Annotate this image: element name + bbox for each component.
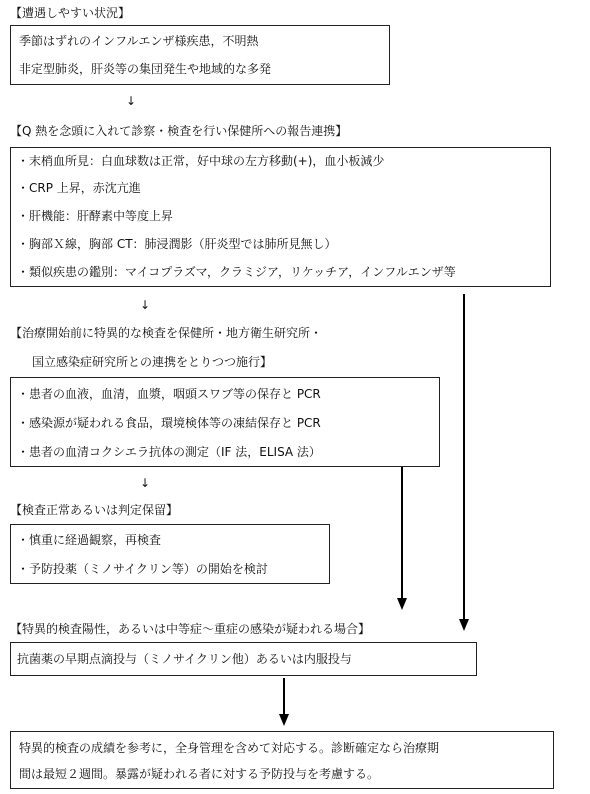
positive-result-heading: 【特異的検査陽性，あるいは中等症～重症の感染が疑われる場合】: [10, 622, 371, 636]
specific-test-line-1: ・患者の血液，血清，血漿，咽頭スワブ等の保存と PCR: [17, 387, 321, 401]
arrow-tests-to-positive: [397, 467, 407, 610]
treatment-line: 抗菌薬の早期点滴投与（ミノサイクリン他）あるいは内服投与: [17, 652, 352, 666]
arrow-2: ↓: [140, 298, 151, 312]
management-line-1: 特異的検査の成績を参考に，全身管理を含めて対応する。診断確定なら治療期: [19, 741, 440, 755]
management-line-2: 間は最短２週間。暴露が疑われる者に対する予防投与を考慮する。: [19, 767, 380, 781]
findings-line-4: ・胸部Ｘ線，胸部 CT：肺浸潤影（肝炎型では肺所見無し）: [17, 237, 337, 251]
arrow-1: ↓: [126, 94, 137, 108]
findings-line-3: ・肝機能：肝酵素中等度上昇: [17, 209, 174, 223]
situation-heading: 【遭遇しやすい状況】: [10, 6, 131, 20]
findings-line-1: ・末梢血所見：白血球数は正常，好中球の左方移動(+)，血小板減少: [17, 154, 385, 168]
arrow-treatment-to-management: [279, 678, 289, 726]
normal-result-line-2: ・予防投薬（ミノサイクリン等）の開始を検討: [17, 562, 268, 576]
specific-test-heading-1: 【治療開始前に特異的な検査を保健所・地方衛生研究所・: [10, 326, 323, 340]
findings-line-5: ・類似疾患の鑑別：マイコプラズマ，クラミジア，リケッチア，インフルエンザ等: [17, 265, 456, 279]
specific-test-line-3: ・患者の血清コクシエラ抗体の測定（IF 法，ELISA 法）: [17, 445, 321, 459]
situation-line-1: 季節はずれのインフルエンザ様疾患，不明熱: [19, 34, 259, 48]
findings-line-2: ・CRP 上昇，赤沈亢進: [17, 181, 141, 195]
qfever-heading: 【Q 熱を念頭に入れて診察・検査を行い保健所への報告連携】: [10, 124, 348, 138]
arrow-findings-to-positive: [459, 294, 469, 631]
specific-test-heading-2: 国立感染症研究所との連携をとりつつ施行】: [32, 355, 273, 369]
normal-result-heading: 【検査正常あるいは判定保留】: [10, 503, 179, 517]
situation-line-2: 非定型肺炎，肝炎等の集団発生や地域的な多発: [19, 62, 272, 76]
arrow-3: ↓: [140, 476, 151, 490]
specific-test-line-2: ・感染源が疑われる食品，環境検体等の凍結保存と PCR: [17, 416, 321, 430]
normal-result-line-1: ・慎重に経過観察，再検査: [17, 533, 162, 547]
